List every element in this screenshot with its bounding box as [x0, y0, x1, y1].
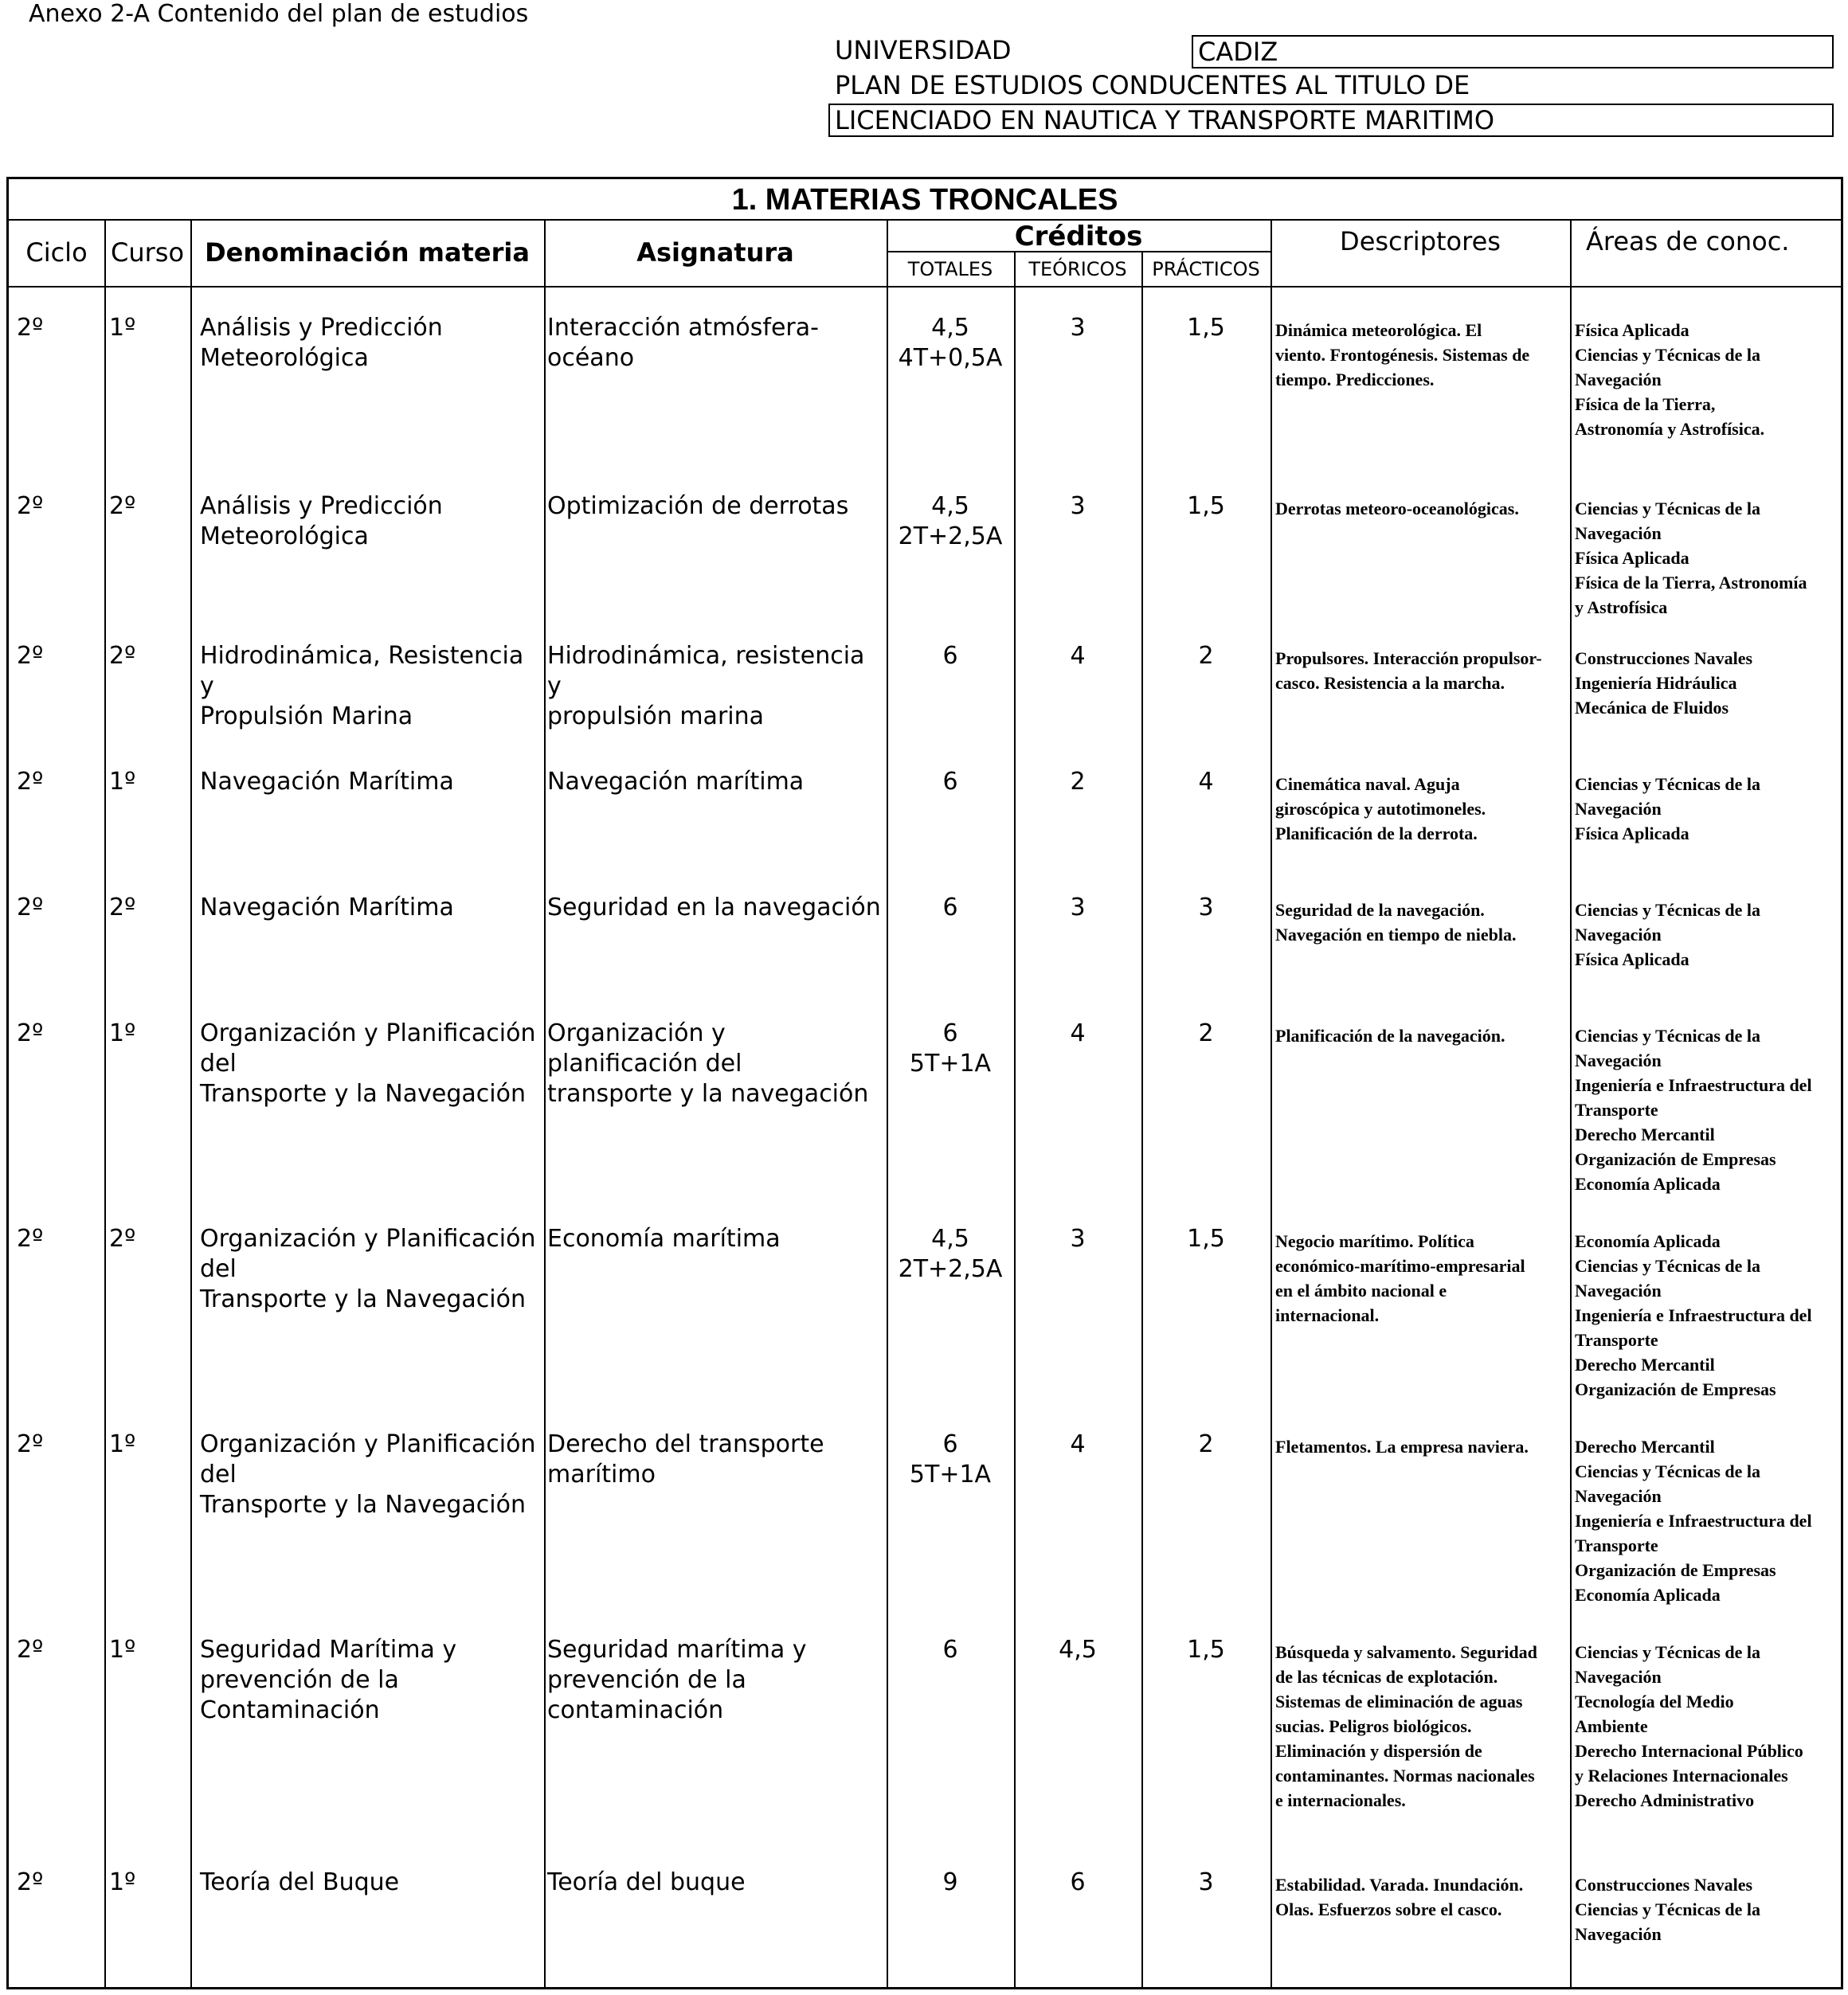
areas-cell-line: Ciencias y Técnicas de la — [1575, 900, 1761, 920]
materia-cell-line: Hidrodinámica, Resistencia y — [200, 642, 524, 700]
teoricos-cell: 2 — [1070, 768, 1086, 796]
asignatura-cell-line: transporte y la navegación — [547, 1080, 869, 1108]
areas-cell-line: Derecho Mercantil — [1575, 1437, 1715, 1457]
asignatura-cell-line: marítimo — [547, 1461, 656, 1488]
practicos-cell: 2 — [1198, 1430, 1214, 1458]
curso-cell: 1º — [109, 768, 136, 796]
ciclo-cell: 2º — [17, 314, 44, 342]
areas-cell-line: Mecánica de Fluidos — [1575, 698, 1729, 718]
col-header-ciclo: Ciclo — [25, 237, 88, 268]
areas-cell-line: Física Aplicada — [1575, 949, 1689, 969]
col-divider — [1270, 219, 1272, 1989]
areas-cell-line: Navegación — [1575, 1924, 1662, 1944]
materia-cell — [200, 641, 542, 732]
col-header-areas: Áreas de conoc. — [1586, 226, 1790, 256]
areas-cell-line: Ambiente — [1575, 1716, 1648, 1736]
totales-cell-line: 6 — [942, 1430, 958, 1458]
materia-cell-line: Transporte y la Navegación — [200, 1285, 526, 1313]
areas-cell-line: y Astrofísica — [1575, 597, 1668, 617]
asignatura-cell-line: prevención de la contaminación — [547, 1666, 746, 1724]
practicos-cell: 1,5 — [1187, 1225, 1225, 1253]
areas-cell-line: Ciencias y Técnicas de la — [1575, 345, 1761, 365]
totales-cell-line: 6 — [942, 1636, 958, 1664]
areas-cell-line: Ciencias y Técnicas de la — [1575, 1642, 1761, 1662]
totales-cell — [887, 1430, 1014, 1490]
areas-cell-line: Navegación — [1575, 1486, 1662, 1506]
areas-cell-line: Astronomía y Astrofísica. — [1575, 419, 1765, 439]
curso-cell: 2º — [109, 894, 136, 921]
materia-cell-line: Transporte y la Navegación — [200, 1491, 526, 1519]
university-value-box: CADIZ — [1192, 35, 1834, 68]
curso-cell: 2º — [109, 1225, 136, 1253]
descriptores-cell — [1275, 1640, 1570, 1813]
totales-cell — [887, 893, 1014, 923]
areas-cell-line: Física de la Tierra, — [1575, 394, 1716, 414]
totales-cell — [887, 313, 1014, 374]
areas-cell — [1575, 646, 1842, 720]
teoricos-cell: 4,5 — [1059, 1636, 1097, 1664]
practicos-cell: 4 — [1198, 768, 1214, 796]
degree-title-box: LICENCIADO EN NAUTICA Y TRANSPORTE MARITIMO — [828, 104, 1834, 137]
areas-cell-line: Derecho Mercantil — [1575, 1355, 1715, 1375]
areas-cell — [1575, 898, 1842, 972]
teoricos-cell: 4 — [1070, 642, 1086, 670]
descriptores-cell — [1275, 496, 1570, 521]
materia-cell-line: Organización y Planificación del — [200, 1430, 536, 1488]
descriptores-cell-line: Negocio marítimo. Política — [1275, 1231, 1474, 1251]
totales-cell-line: 6 — [942, 768, 958, 796]
asignatura-cell-line: Navegación marítima — [547, 768, 805, 796]
materia-cell — [200, 1019, 542, 1109]
descriptores-cell-line: Búsqueda y salvamento. Seguridad — [1275, 1642, 1537, 1662]
col-header-descriptores: Descriptores — [1340, 226, 1501, 256]
materia-cell-line: Teoría del Buque — [200, 1868, 400, 1896]
materia-cell-line: prevención de la Contaminación — [200, 1666, 399, 1724]
teoricos-cell: 3 — [1070, 314, 1086, 342]
descriptores-cell-line: Propulsores. Interacción propulsor- — [1275, 648, 1542, 668]
practicos-cell: 1,5 — [1187, 492, 1225, 520]
materia-cell — [200, 1430, 542, 1520]
col-divider — [190, 219, 192, 1989]
materia-cell — [200, 313, 542, 374]
areas-cell-line: Navegación — [1575, 1281, 1662, 1301]
teoricos-cell: 6 — [1070, 1868, 1086, 1896]
areas-cell — [1575, 1023, 1842, 1196]
areas-cell-line: Economía Aplicada — [1575, 1231, 1721, 1251]
descriptores-cell-line: Dinámica meteorológica. El — [1275, 320, 1482, 340]
materia-cell — [200, 491, 542, 552]
materia-cell-line: Análisis y Predicción — [200, 492, 443, 520]
areas-cell — [1575, 772, 1842, 846]
areas-cell-line: Ingeniería e Infraestructura del — [1575, 1305, 1812, 1325]
col-header-materia: Denominación materia — [205, 237, 530, 268]
descriptores-cell-line: Fletamentos. La empresa naviera. — [1275, 1437, 1529, 1457]
asignatura-cell-line: Optimización de derrotas — [547, 492, 849, 520]
totales-cell-line: 6 — [942, 1019, 958, 1047]
table-title: 1. MATERIAS TRONCALES — [9, 179, 1841, 221]
areas-cell-line: Organización de Empresas — [1575, 1149, 1776, 1169]
teoricos-cell: 3 — [1070, 492, 1086, 520]
col-divider — [104, 219, 106, 1989]
descriptores-cell-line: Planificación de la derrota. — [1275, 823, 1478, 843]
areas-cell-line: Navegación — [1575, 370, 1662, 389]
areas-cell-line: Derecho Mercantil — [1575, 1125, 1715, 1144]
areas-cell-line: Física Aplicada — [1575, 320, 1689, 340]
areas-cell-line: Navegación — [1575, 1050, 1662, 1070]
col-header-teoricos: TEÓRICOS — [1028, 258, 1127, 280]
totales-cell-line: 6 — [942, 894, 958, 921]
descriptores-cell-line: de las técnicas de explotación. — [1275, 1667, 1498, 1687]
materia-cell-line: Meteorológica — [200, 522, 369, 550]
practicos-cell: 2 — [1198, 1019, 1214, 1047]
descriptores-cell-line: sucias. Peligros biológicos. — [1275, 1716, 1472, 1736]
areas-cell-line: Física Aplicada — [1575, 548, 1689, 568]
troncales-table — [6, 177, 1843, 1989]
asignatura-cell-line: Economía marítima — [547, 1225, 781, 1253]
descriptores-cell-line: Seguridad de la navegación. — [1275, 900, 1485, 920]
totales-cell-line: 4,5 — [931, 314, 969, 342]
ciclo-cell: 2º — [17, 1225, 44, 1253]
descriptores-cell-line: Eliminación y dispersión de — [1275, 1741, 1482, 1761]
areas-cell-line: Ingeniería e Infraestructura del — [1575, 1511, 1812, 1531]
areas-cell-line: Construcciones Navales — [1575, 648, 1753, 668]
areas-cell-line: Ciencias y Técnicas de la — [1575, 1899, 1761, 1919]
materia-cell — [200, 1635, 542, 1726]
areas-cell-line: Economía Aplicada — [1575, 1174, 1721, 1194]
materia-cell — [200, 893, 542, 923]
header-divider — [9, 286, 1841, 288]
ciclo-cell: 2º — [17, 894, 44, 921]
asignatura-cell — [547, 893, 882, 923]
descriptores-cell-line: Sistemas de eliminación de aguas — [1275, 1692, 1523, 1711]
areas-cell-line: Construcciones Navales — [1575, 1875, 1753, 1895]
curso-cell: 1º — [109, 1868, 136, 1896]
teoricos-cell: 3 — [1070, 1225, 1086, 1253]
areas-cell-line: y Relaciones Internacionales — [1575, 1766, 1788, 1786]
asignatura-cell — [547, 491, 882, 522]
areas-cell-line: Ciencias y Técnicas de la — [1575, 1026, 1761, 1046]
descriptores-cell-line: Estabilidad. Varada. Inundación. — [1275, 1875, 1524, 1895]
materia-cell — [200, 1868, 542, 1898]
descriptores-cell — [1275, 1023, 1570, 1048]
asignatura-cell-line: Organización y planificación del — [547, 1019, 742, 1078]
areas-cell-line: Transporte — [1575, 1330, 1658, 1350]
curso-cell: 1º — [109, 1019, 136, 1047]
teoricos-cell: 3 — [1070, 894, 1086, 921]
totales-cell — [887, 491, 1014, 552]
ciclo-cell: 2º — [17, 1636, 44, 1664]
totales-cell — [887, 1224, 1014, 1285]
materia-cell-line: Análisis y Predicción — [200, 314, 443, 342]
descriptores-cell — [1275, 1872, 1570, 1922]
areas-cell-line: Tecnología del Medio — [1575, 1692, 1734, 1711]
areas-cell — [1575, 1434, 1842, 1607]
descriptores-cell — [1275, 1229, 1570, 1328]
asignatura-cell — [547, 1019, 882, 1109]
materia-cell-line: Navegación Marítima — [200, 894, 454, 921]
areas-cell-line: Derecho Administrativo — [1575, 1790, 1755, 1810]
teoricos-cell: 4 — [1070, 1019, 1086, 1047]
totales-cell — [887, 641, 1014, 671]
descriptores-cell-line: giroscópica y autotimoneles. — [1275, 799, 1486, 819]
descriptores-cell-line: Planificación de la navegación. — [1275, 1026, 1505, 1046]
totales-cell-line: 4,5 — [931, 492, 969, 520]
materia-cell-line: Organización y Planificación del — [200, 1019, 536, 1078]
areas-cell-line: Navegación — [1575, 925, 1662, 945]
descriptores-cell — [1275, 772, 1570, 846]
areas-cell — [1575, 1229, 1842, 1402]
descriptores-cell-line: casco. Resistencia a la marcha. — [1275, 673, 1505, 693]
ciclo-cell: 2º — [17, 1868, 44, 1896]
areas-cell-line: Ingeniería e Infraestructura del — [1575, 1075, 1812, 1095]
practicos-cell: 2 — [1198, 642, 1214, 670]
col-header-asignatura: Asignatura — [636, 237, 794, 268]
areas-cell — [1575, 496, 1842, 620]
descriptores-cell — [1275, 318, 1570, 392]
areas-cell — [1575, 1872, 1842, 1946]
annex-title: Anexo 2-A Contenido del plan de estudios — [29, 0, 529, 28]
ciclo-cell: 2º — [17, 492, 44, 520]
col-divider — [544, 219, 546, 1989]
areas-cell-line: Organización de Empresas — [1575, 1560, 1776, 1580]
totales-cell — [887, 1635, 1014, 1665]
asignatura-cell — [547, 1868, 882, 1898]
asignatura-cell — [547, 1224, 882, 1254]
asignatura-cell — [547, 313, 882, 374]
descriptores-cell-line: Derrotas meteoro-oceanológicas. — [1275, 499, 1519, 518]
asignatura-cell-line: Derecho del transporte — [547, 1430, 824, 1458]
totales-cell-line: 5T+1A — [909, 1050, 992, 1078]
descriptores-cell-line: e internacionales. — [1275, 1790, 1406, 1810]
ciclo-cell: 2º — [17, 1430, 44, 1458]
totales-cell — [887, 1868, 1014, 1898]
asignatura-cell — [547, 1430, 882, 1490]
areas-cell-line: Economía Aplicada — [1575, 1585, 1721, 1605]
curso-cell: 1º — [109, 1636, 136, 1664]
descriptores-cell-line: Cinemática naval. Aguja — [1275, 774, 1460, 794]
totales-cell-line: 4T+0,5A — [898, 344, 1003, 372]
descriptores-cell — [1275, 898, 1570, 947]
areas-cell-line: Física de la Tierra, Astronomía — [1575, 573, 1807, 593]
curso-cell: 1º — [109, 1430, 136, 1458]
descriptores-cell-line: en el ámbito nacional e — [1275, 1281, 1447, 1301]
plan-label: PLAN DE ESTUDIOS CONDUCENTES AL TITULO DE — [835, 70, 1470, 100]
materia-cell-line: Meteorológica — [200, 344, 369, 372]
col-divider — [1570, 219, 1572, 1989]
descriptores-cell-line: económico-marítimo-empresarial — [1275, 1256, 1525, 1276]
totales-cell-line: 2T+2,5A — [898, 1255, 1003, 1283]
totales-cell-line: 9 — [942, 1868, 958, 1896]
curso-cell: 1º — [109, 314, 136, 342]
practicos-cell: 3 — [1198, 1868, 1214, 1896]
materia-cell-line: Organización y Planificación del — [200, 1225, 536, 1283]
materia-cell-line: Transporte y la Navegación — [200, 1080, 526, 1108]
asignatura-cell-line: Teoría del buque — [547, 1868, 746, 1896]
areas-cell-line: Ciencias y Técnicas de la — [1575, 1461, 1761, 1481]
descriptores-cell-line: Navegación en tiempo de niebla. — [1275, 925, 1517, 945]
col-divider — [887, 219, 888, 1989]
col-header-creditos: Créditos — [887, 219, 1270, 252]
practicos-cell: 1,5 — [1187, 1636, 1225, 1664]
curso-cell: 2º — [109, 492, 136, 520]
totales-cell-line: 5T+1A — [909, 1461, 992, 1488]
areas-cell-line: Navegación — [1575, 1667, 1662, 1687]
materia-cell-line: Seguridad Marítima y — [200, 1636, 457, 1664]
asignatura-cell-line: Seguridad marítima y — [547, 1636, 807, 1664]
descriptores-cell-line: internacional. — [1275, 1305, 1380, 1325]
asignatura-cell-line: Hidrodinámica, resistencia y — [547, 642, 865, 700]
asignatura-cell — [547, 641, 882, 732]
areas-cell-line: Organización de Empresas — [1575, 1379, 1776, 1399]
col-header-curso: Curso — [110, 237, 185, 268]
ciclo-cell: 2º — [17, 768, 44, 796]
areas-cell — [1575, 318, 1842, 441]
materia-cell — [200, 767, 542, 797]
asignatura-cell-line: propulsión marina — [547, 702, 765, 730]
areas-cell — [1575, 1640, 1842, 1813]
areas-cell-line: Física Aplicada — [1575, 823, 1689, 843]
areas-cell-line: Navegación — [1575, 523, 1662, 543]
totales-cell — [887, 767, 1014, 797]
practicos-cell: 1,5 — [1187, 314, 1225, 342]
materia-cell-line: Propulsión Marina — [200, 702, 413, 730]
descriptores-cell — [1275, 1434, 1570, 1459]
totales-cell-line: 4,5 — [931, 1225, 969, 1253]
ciclo-cell: 2º — [17, 642, 44, 670]
descriptores-cell-line: tiempo. Predicciones. — [1275, 370, 1435, 389]
areas-cell-line: Ciencias y Técnicas de la — [1575, 1256, 1761, 1276]
descriptores-cell-line: contaminantes. Normas nacionales — [1275, 1766, 1535, 1786]
col-header-practicos: PRÁCTICOS — [1152, 258, 1260, 280]
areas-cell-line: Ciencias y Técnicas de la — [1575, 774, 1761, 794]
areas-cell-line: Navegación — [1575, 799, 1662, 819]
descriptores-cell — [1275, 646, 1570, 695]
materia-cell-line: Navegación Marítima — [200, 768, 454, 796]
descriptores-cell-line: viento. Frontogénesis. Sistemas de — [1275, 345, 1530, 365]
areas-cell-line: Transporte — [1575, 1100, 1658, 1120]
totales-cell — [887, 1019, 1014, 1079]
areas-cell-line: Ingeniería Hidráulica — [1575, 673, 1737, 693]
university-label: UNIVERSIDAD — [835, 35, 1012, 65]
ciclo-cell: 2º — [17, 1019, 44, 1047]
asignatura-cell — [547, 1635, 882, 1726]
areas-cell-line: Transporte — [1575, 1535, 1658, 1555]
asignatura-cell — [547, 767, 882, 797]
totales-cell-line: 6 — [942, 642, 958, 670]
asignatura-cell-line: Seguridad en la navegación — [547, 894, 881, 921]
areas-cell-line: Ciencias y Técnicas de la — [1575, 499, 1761, 518]
areas-cell-line: Derecho Internacional Público — [1575, 1741, 1803, 1761]
descriptores-cell-line: Olas. Esfuerzos sobre el casco. — [1275, 1899, 1502, 1919]
curso-cell: 2º — [109, 642, 136, 670]
teoricos-cell: 4 — [1070, 1430, 1086, 1458]
materia-cell — [200, 1224, 542, 1315]
col-header-totales: TOTALES — [907, 258, 993, 280]
totales-cell-line: 2T+2,5A — [898, 522, 1003, 550]
asignatura-cell-line: Interacción atmósfera-océano — [547, 314, 819, 372]
practicos-cell: 3 — [1198, 894, 1214, 921]
